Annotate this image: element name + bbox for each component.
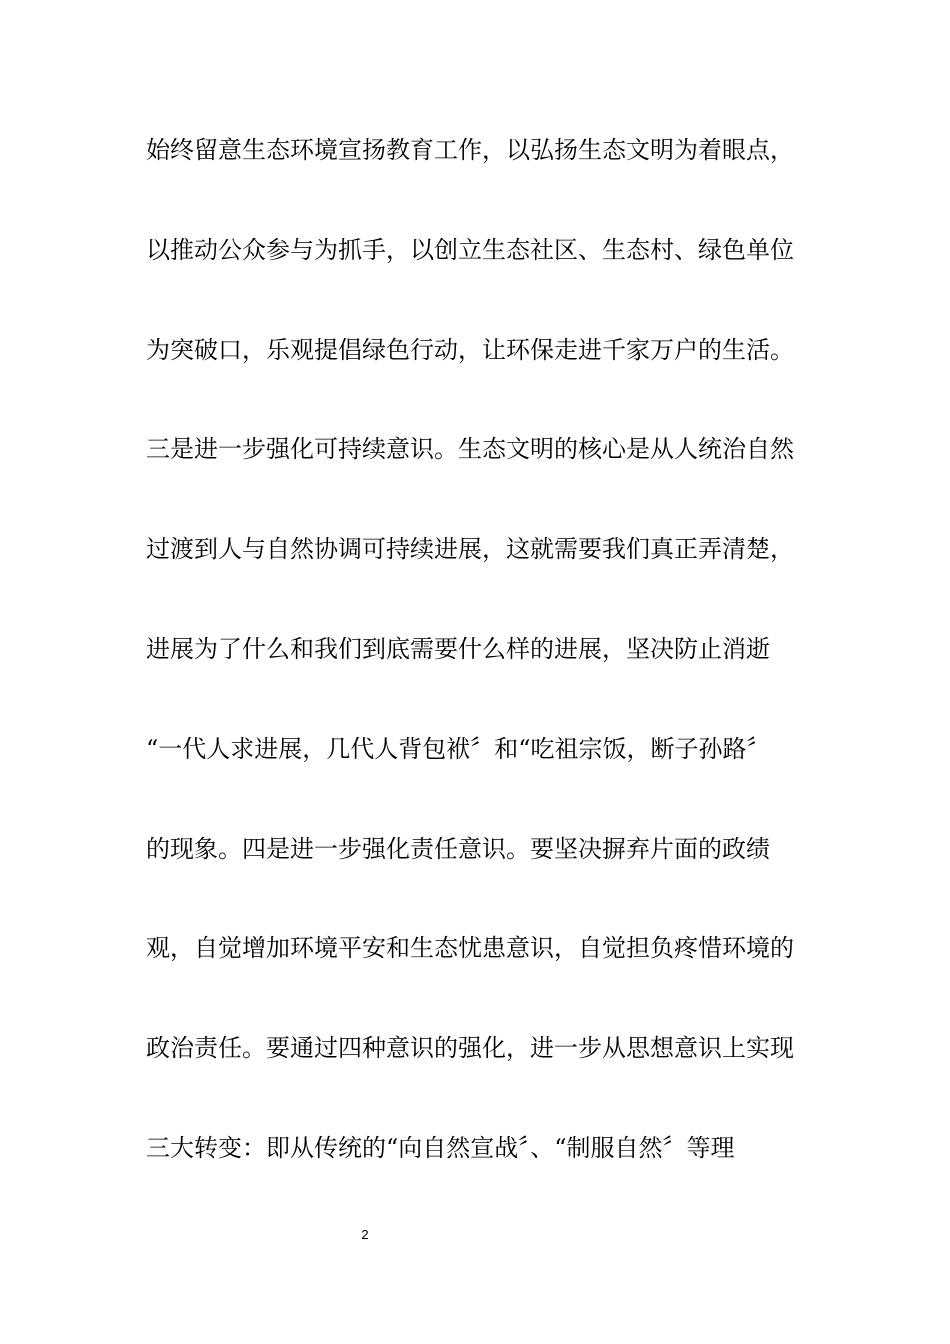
body-text-line: “一代人求进展，几代人背包袱〞和“吃祖宗饭，断子孙路〞 xyxy=(146,735,771,763)
body-text-line: 过渡到人与自然协调可持续进展，这就需要我们真正弄清楚， xyxy=(146,535,794,563)
body-text-line: 三是进一步强化可持续意识。生态文明的核心是从人统治自然 xyxy=(146,435,794,463)
body-text-line: 始终留意生态环境宣扬教育工作，以弘扬生态文明为着眼点， xyxy=(146,136,794,164)
body-text-line: 以推动公众参与为抓手，以创立生态社区、生态村、绿色单位 xyxy=(146,236,794,264)
page-number: 2 xyxy=(361,1227,369,1242)
body-text-line: 为突破口，乐观提倡绿色行动，让环保走进千家万户的生活。 xyxy=(146,336,794,364)
body-text-line: 的现象。四是进一步强化责任意识。要坚决摒弃片面的政绩 xyxy=(146,835,770,863)
body-text-line: 观，自觉增加环境平安和生态忧患意识，自觉担负疼惜环境的 xyxy=(146,934,794,962)
body-text-line: 政治责任。要通过四种意识的强化，进一步从思想意识上实现 xyxy=(146,1034,794,1062)
body-text-line: 进展为了什么和我们到底需要什么样的进展，坚决防止消逝 xyxy=(146,635,770,663)
body-text-line: 三大转变：即从传统的“向自然宣战〞、“制服自然〞等理 xyxy=(146,1134,735,1162)
